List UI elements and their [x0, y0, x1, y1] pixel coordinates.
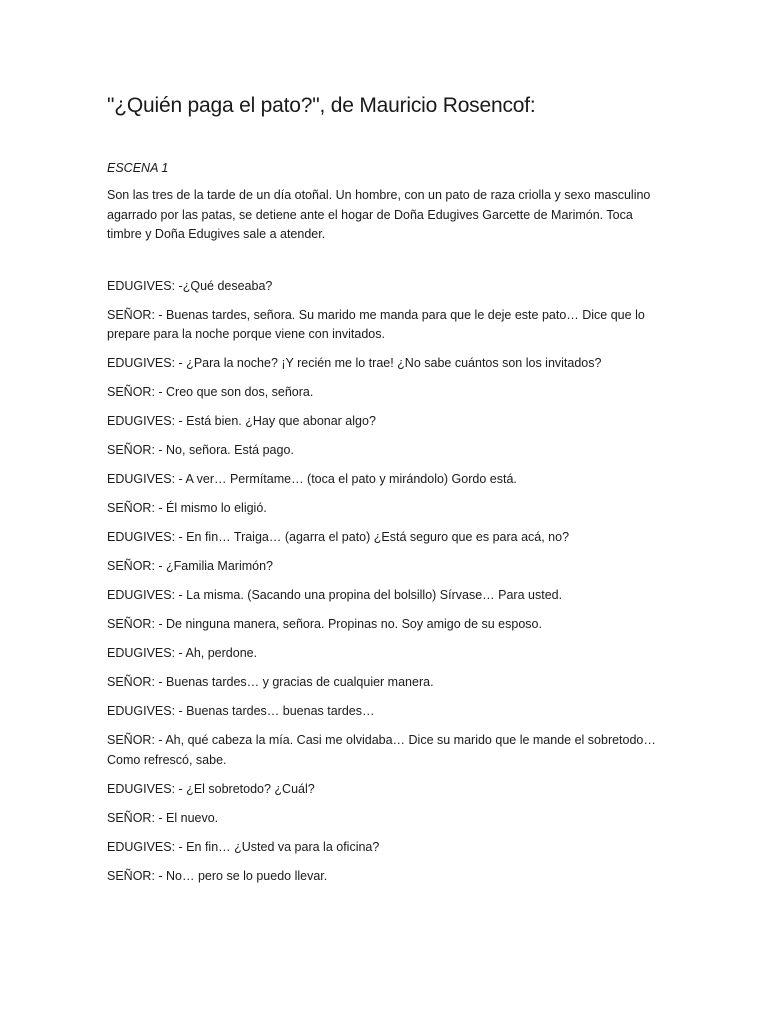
dialogue: [107, 277, 668, 887]
dialogue-line: EDUGIVES: - Buenas tardes… buenas tardes…: [107, 704, 375, 718]
dialogue-line: SEÑOR: - Él mismo lo eligió.: [107, 501, 267, 515]
dialogue-line: SEÑOR: - Creo que son dos, señora.: [107, 385, 314, 399]
dialogue-line: SEÑOR: - No… pero se lo puedo llevar.: [107, 868, 328, 883]
dialogue-line: EDUGIVES: - Ah, perdone.: [107, 646, 258, 660]
stage-direction: Son las tres de la tarde de un día otoñal. Un hombre, con un pato de raza criolla y sexo masculino agarrado por las patas, se detiene ante el hogar de Doña Edugives Garcette de Marimón. Toca timbre y Doña Edugives sale a atender.: [107, 188, 651, 241]
dialogue-line: SEÑOR: - El nuevo.: [107, 810, 219, 825]
dialogue-line: SEÑOR: - Buenas tardes, señora. Su marido me manda para que le deje este pato… Dice que lo prepare para la noche porque viene con invitados.: [107, 307, 645, 341]
dialogue-line: EDUGIVES: - ¿Para la noche? ¡Y recién me lo trae! ¿No sabe cuántos son los invitados?: [107, 356, 602, 370]
scene-heading: ESCENA 1: [107, 161, 169, 175]
document-title: "¿Quién paga el pato?", de Mauricio Rosencof:: [107, 94, 536, 117]
dialogue-line: SEÑOR: - ¿Familia Marimón?: [107, 559, 273, 573]
dialogue-line: EDUGIVES: - En fin… Traiga… (agarra el pato) ¿Está seguro que es para acá, no?: [107, 530, 570, 544]
dialogue-line: EDUGIVES: -¿Qué deseaba?: [107, 278, 273, 293]
dialogue-line: EDUGIVES: - ¿El sobretodo? ¿Cuál?: [107, 781, 315, 796]
dialogue-line: EDUGIVES: - En fin… ¿Usted va para la oficina?: [107, 839, 380, 854]
dialogue-line: SEÑOR: - Ah, qué cabeza la mía. Casi me olvidaba… Dice su marido que le mande el sobretodo… Como refrescó, sabe.: [107, 733, 656, 767]
dialogue-line: SEÑOR: - De ninguna manera, señora. Propinas no. Soy amigo de su esposo.: [107, 617, 542, 631]
dialogue-line: SEÑOR: - No, señora. Está pago.: [107, 443, 294, 457]
dialogue-line: EDUGIVES: - A ver… Permítame… (toca el pato y mirándolo) Gordo está.: [107, 472, 517, 486]
dialogue-line: EDUGIVES: - Está bien. ¿Hay que abonar algo?: [107, 414, 376, 428]
dialogue-line: SEÑOR: - Buenas tardes… y gracias de cualquier manera.: [107, 675, 434, 689]
dialogue-line: EDUGIVES: - La misma. (Sacando una propina del bolsillo) Sírvase… Para usted.: [107, 588, 563, 602]
